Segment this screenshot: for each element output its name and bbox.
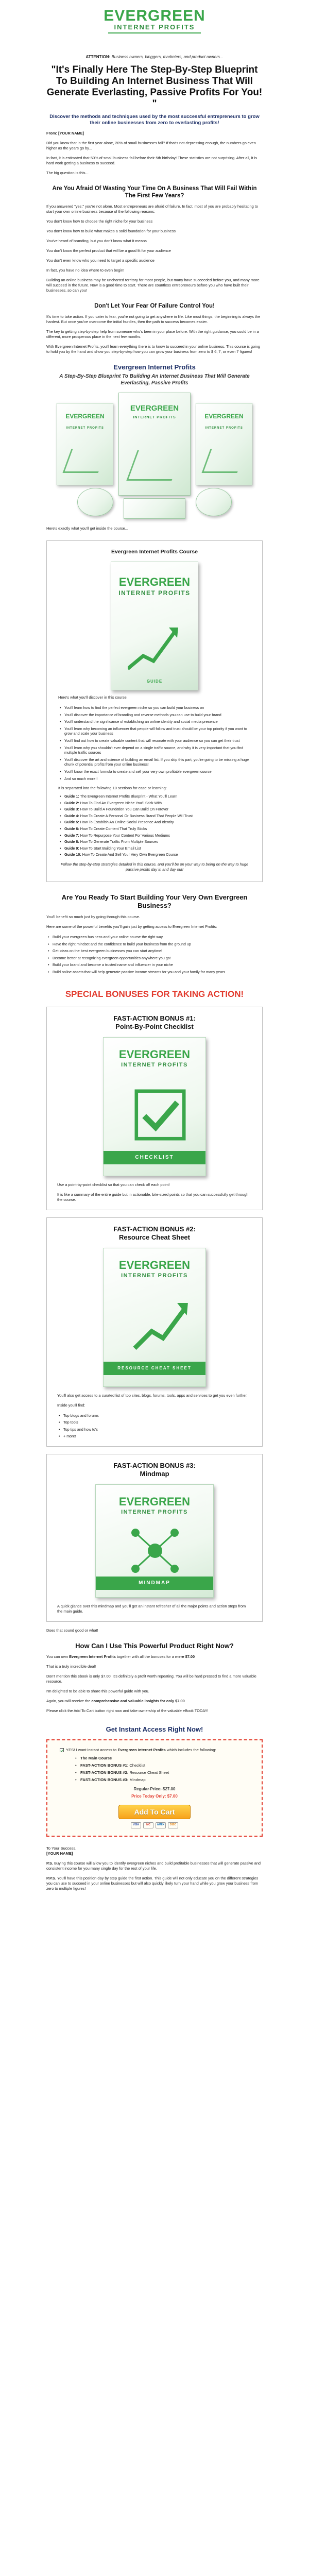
fear-reason: You don't know how to choose the right niche for your business: [46, 218, 153, 224]
control-paragraph: With Evergreen Internet Profits, you'll learn everything there is to know to succeed in your online business. This course is going to hold you by the hand and show you step-by-step how you can grow your business from zero to $ 6, 7, or even 7 figures!: [46, 344, 260, 354]
bonus-1-title: FAST-ACTION BONUS #1: Point-By-Point Checklist: [113, 1014, 196, 1030]
today-price: Price Today Only: $7.00: [131, 1793, 178, 1799]
page-subheadline: Discover the methods and techniques used by the most successful entrepreneurs to grow their online businesses from zero to everlasting profits!: [49, 113, 260, 126]
list-item: • + more!: [57, 1434, 252, 1439]
from-line: From: [YOUR NAME]: [46, 130, 84, 135]
growth-arrow-icon: [132, 1297, 188, 1354]
bonus-2-text: Inside you'll find:: [57, 1402, 85, 1408]
add-to-cart-button[interactable]: Add To Cart: [118, 1805, 191, 1819]
course-sections-intro: It is separated into the following 10 sections for ease or learning:: [58, 786, 167, 791]
bonus-1-text: Use a point-by-point checklist so that you can check off each point!: [57, 1182, 170, 1187]
mindmap-cover: EVERGREEN INTERNET PROFITS MINDMAP: [95, 1484, 214, 1598]
payment-cards: [60, 1822, 249, 1828]
list-item: • Get ideas on the best evergreen businesses you can start anytime!: [46, 948, 263, 954]
course-box: [46, 540, 263, 882]
control-paragraph: It's time to take action. If you cater to fear, you're not going to get anywhere in life. Like most things, the beginning is always the hardest. But once you've overcome the initial hurdles, then the path to success becomes easier.: [46, 314, 261, 324]
bonus-2-text: You'll also get access to a curated list of top sites, blogs, forums, tools, apps and services to get you even further.: [57, 1393, 248, 1398]
price-paragraph: Again, you will receive the comprehensive and valuable insights for only $7.00: [46, 1698, 185, 1703]
order-box: [46, 1739, 263, 1837]
ps-paragraph: P.S. Buying this course will allow you to identify evergreen niches and build profitable businesses that will generate passive and consistent income for you many single day for the rest of your life.: [46, 1860, 261, 1871]
bonuses-heading: SPECIAL BONUSES FOR TAKING ACTION!: [65, 989, 244, 999]
list-item: • You'll discover the importance of branding and reverse methods you can use to build your brand: [58, 713, 251, 718]
list-item: • Top tips and how to's: [57, 1427, 252, 1432]
price-paragraph: Please click the Add To Cart button right now and take ownership of the valuable eBook TODAY!: [46, 1708, 209, 1713]
course-points-list: [58, 705, 251, 781]
page-headline: "It's Finally Here The Step-By-Step Blueprint To Building An Internet Business That Will Generate Everlasting, Passive Profits For You! ": [46, 64, 263, 109]
guide-item: • Guide 10: How To Create And Sell Your Very Own Evergreen Course: [58, 852, 251, 857]
list-item: • Top blogs and forums: [57, 1413, 252, 1418]
main-content: [46, 55, 263, 1891]
bonus-3-text: A quick glance over this mindmap and you'll get an instant refresher of all the major points and action steps from the main guide.: [57, 1603, 246, 1614]
product-intro: Here's exactly what you'll get inside the course...: [46, 526, 128, 531]
bonus-1-text: It is like a summary of the entire guide but in actionable, bite-sized points so that you can successfully get through the course.: [57, 1192, 249, 1202]
guide-item: • Guide 1: The Evergreen Internet Profits Blueprint - What You'll Learn: [58, 794, 251, 799]
list-item: • You'll understand the significance of establishing an online identity and social media presence: [58, 719, 251, 724]
attention-line: [46, 55, 263, 60]
list-item: • Build your evergreen business and your online course the right way: [46, 935, 263, 940]
box-cover: EVERGREEN INTERNET PROFITS: [196, 403, 252, 485]
fear-reason: You don't know how to build what makes a solid foundation for your business: [46, 228, 176, 233]
order-consent: [60, 1748, 249, 1753]
mindmap-icon: [129, 1525, 181, 1577]
growth-arrow-icon: [128, 625, 179, 671]
signature: To Your Success, [YOUR NAME]: [46, 1845, 77, 1856]
guide-item: • Guide 7: How To Repurpose Your Content For Various Mediums: [58, 833, 251, 838]
benefit-list: [46, 935, 263, 975]
fear-paragraph: In fact, you have no idea where to even begin!: [46, 267, 125, 273]
fear-reason: You don't know the perfect product that will be a good fit for your audience: [46, 248, 171, 253]
guide-item: • Guide 2: How To Find An Evergreen Niche You'll Stick With: [58, 801, 251, 806]
section-title-fear: Are You Afraid Of Wasting Your Time On A Business That Will Fail Within The First Few Years?: [52, 185, 257, 199]
disc-cover: [77, 488, 113, 516]
ready-paragraph: Here are some of the powerful benefits you'll gain just by getting access to Evergreen Internet Profits:: [46, 924, 217, 929]
list-item: • Build online assets that will help generate passive income streams for you and your family for many years: [46, 970, 263, 975]
list-item: • You'll learn why you shouldn't ever depend on a single traffic source, and why it is very important that you find multiple traffic sources: [58, 745, 251, 755]
control-paragraph: The key to getting step-by-step help from someone who's been in your place before. With the right guidance, you could be in a different, more prosperous place in the next few months.: [46, 329, 259, 339]
list-item: • FAST-ACTION BONUS #2: Resource Cheat Sheet: [75, 1770, 249, 1775]
section-title-ready: Are You Ready To Start Building Your Very Own Evergreen Business?: [61, 893, 248, 910]
fear-reason: You don't even know who you need to target a specific audience: [46, 258, 154, 263]
list-item: • FAST-ACTION BONUS #1: Checklist: [75, 1763, 249, 1768]
intro-paragraph: In fact, it is estimated that 50% of small business fail before their 5th birthday! These statistics are not surprising. After all, it is hard work getting a business to succeed.: [46, 155, 257, 165]
logo-title: EVERGREEN: [104, 7, 205, 24]
logo-underline: [108, 32, 201, 33]
bonus-2-list: [57, 1413, 252, 1439]
list-item: • You'll know the exact formula to create and sell your very own profitable evergreen course: [58, 769, 251, 774]
mastercard-icon: MC: [143, 1822, 153, 1828]
amex-card-icon: AMEX: [156, 1822, 166, 1828]
course-outro: Follow the step-by-step strategies detailed in this course, and you'll be on your way to being on the way to huge passive profits day in and day out!: [60, 862, 249, 872]
order-title: Get Instant Access Right Now!: [106, 1725, 203, 1733]
bonus-2-title: FAST-ACTION BONUS #2: Resource Cheat Sheet: [113, 1225, 196, 1241]
price-paragraph: I'm delighted to be able to share this powerful guide with you.: [46, 1688, 149, 1693]
list-item: • You'll find out how to create valuable content that will resonate with your audience so you can get their trust: [58, 738, 251, 743]
guide-item: • Guide 3: How To Build A Foundation You Can Build On Forever: [58, 807, 251, 812]
bonus-3-box: [46, 1454, 263, 1622]
guide-list: [58, 794, 251, 857]
checklist-cover: EVERGREEN INTERNET PROFITS CHECKLIST: [103, 1037, 206, 1176]
intro-paragraph: Did you know that in the first year alone, 20% of small businesses fail? If that's not depressing enough, the numbers go even higher as the years go by...: [46, 140, 256, 150]
checkbox-icon: [60, 1748, 64, 1752]
section-title-control: Don't Let Your Fear Of Failure Control You!: [94, 302, 215, 309]
list-item: • Top tools: [57, 1420, 252, 1425]
list-item: • Become better at recognizing evergreen opportunities anywhere you go!: [46, 956, 263, 961]
list-item: • You'll learn why becoming an influencer that people will follow and trust should be your top priority if you want to grow and scale your business: [58, 726, 251, 736]
list-item: • And so much more!!: [58, 776, 251, 782]
list-item: • You'll discover the art and science of building an email list. If you skip this part, you're going to be missing a huge chunk of potential profits from your online business!: [58, 757, 251, 767]
course-box-title: Evergreen Internet Profits Course: [111, 548, 198, 555]
price-paragraph: Don't mention this ebook is only $7.00! It's definitely a profit worth repeating. You will be hard pressed to find a more valuable resource.: [46, 1673, 256, 1684]
tablet-cover: [124, 498, 185, 519]
course-ebook-cover: EVERGREEN INTERNET PROFITS GUIDE: [111, 562, 198, 690]
bonus-2-box: [46, 1217, 263, 1447]
price-paragraph: You can own Evergreen Internet Profits together with all the bonuses for a mere $7.00: [46, 1654, 195, 1659]
bonus-1-box: [46, 1007, 263, 1210]
product-bundle-image: [46, 393, 263, 521]
ready-paragraph: You'll benefit so much just by going through this course.: [46, 914, 140, 920]
price-paragraph: That is a truly incredible deal!: [46, 1664, 96, 1669]
list-item: • Build your brand and become a trusted name and influencer in your niche: [46, 962, 263, 968]
list-item: • The Main Course: [75, 1756, 249, 1761]
disc-cover: [196, 488, 232, 516]
section-title-price: How Can I Use This Powerful Product Right Now?: [75, 1641, 234, 1650]
bonus-wrapup: Does that sound good or what!: [46, 1628, 98, 1633]
guide-item: • Guide 9: How To Start Building Your Email List: [58, 846, 251, 851]
box-cover: EVERGREEN INTERNET PROFITS: [57, 403, 113, 485]
list-item: • Have the right mindset and the confidence to build your business from the ground up: [46, 942, 263, 947]
intro-paragraph: The big question is this...: [46, 170, 89, 175]
fear-reason: You've heard of branding, but you don't know what it means: [46, 238, 147, 243]
attention-label: ATTENTION:: [85, 55, 111, 59]
fear-paragraph: If you answered "yes," you're not alone. Most entrepreneurs are afraid of failure. In fact, most of you are probably hesitating to start your own online business because of the following reasons:: [46, 204, 258, 214]
site-logo: [0, 0, 309, 41]
visa-card-icon: VISA: [131, 1822, 141, 1828]
guide-item: • Guide 4: How To Create A Personal Or Business Brand That People Will Trust: [58, 814, 251, 819]
bonus-3-title: FAST-ACTION BONUS #3: Mindmap: [113, 1461, 196, 1478]
pps-paragraph: P.P.S. You'll have this position day by step guide the first action. This guide will not only educate you on the different strategies you can use to succeed in your online businesses but will also quickly likely turn your hand while you grow your business from zero to multiple figures!: [46, 1875, 259, 1891]
logo-subtitle: INTERNET PROFITS: [114, 23, 195, 31]
guide-item: • Guide 5: How To Establish An Online Social Presence And Identity: [58, 820, 251, 825]
fear-paragraph: Building an online business may be uncharted territory for most people, but many have succeeded before you, and many more will succeed in the future. Now is a good time to start. There are countless entrepreneurs before you who have built their businesses, so can you!: [46, 277, 260, 293]
list-item: • You'll learn how to find the perfect evergreen niche so you can build your business on: [58, 705, 251, 710]
discover-card-icon: DISC: [168, 1822, 178, 1828]
list-item: • FAST-ACTION BONUS #3: Mindmap: [75, 1777, 249, 1783]
order-consent-text: YES! I want instant access to Evergreen Internet Profits which includes the following:: [66, 1747, 216, 1752]
attention-text: Business owners, bloggers, marketers, and product owners...: [111, 55, 224, 59]
product-subtitle: A Step-By-Step Blueprint To Building An Internet Business That Will Generate Everlasting, Passive Profits: [59, 373, 250, 386]
course-intro: Here's what you'll discover in this course:: [58, 694, 128, 700]
guide-item: • Guide 6: How To Create Content That Truly Sticks: [58, 826, 251, 832]
resource-cheat-sheet-cover: EVERGREEN INTERNET PROFITS RESOURCE CHEAT SHEET: [103, 1248, 206, 1387]
order-items: [75, 1756, 249, 1783]
regular-price: Regular Price: $27.00: [133, 1786, 176, 1791]
check-icon: [132, 1087, 188, 1143]
ebook-cover: EVERGREEN INTERNET PROFITS: [118, 393, 191, 496]
product-title: Evergreen Internet Profits: [113, 363, 196, 371]
guide-item: • Guide 8: How To Generate Traffic From Multiple Sources: [58, 839, 251, 844]
